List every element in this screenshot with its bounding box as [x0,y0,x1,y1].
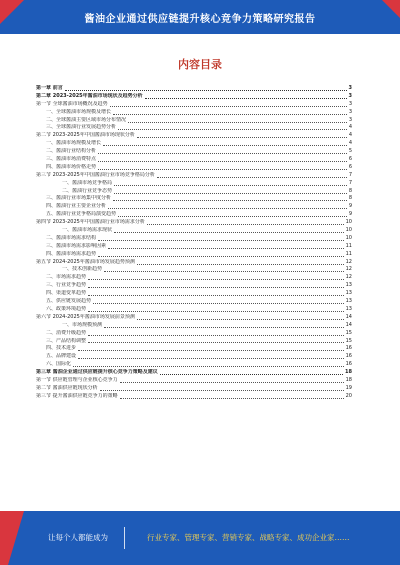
toc-leader-dots [137,134,347,138]
toc-entry[interactable] [36,148,352,156]
toc-leader-dots [65,87,347,91]
toc-entry-text: 二、全球酱油主要区域市场分布情况 [46,116,127,123]
toc-entry-text: 第五节 2024-2025年酱油市场发展趋势预测 [36,258,135,265]
toc-heading: 内容目录 [178,58,222,71]
toc-entry-page: 18 [345,376,352,383]
toc-entry-text: 一、酱油市场竞争格局 [62,179,113,186]
toc-leader-dots [114,182,347,186]
toc-entry-page: 15 [345,329,352,336]
toc-entry[interactable] [36,164,352,172]
toc-entry-page: 13 [345,282,352,289]
toc-entry-text: 五、供应链发展趋势 [46,298,92,305]
toc-entry-text: 三、酱油市场消费特点 [46,156,97,163]
toc-entry-page: 10 [345,234,352,241]
toc-leader-dots [104,268,344,272]
toc-entry-text: 第一章 前言 [36,85,63,91]
toc-leader-dots [120,379,344,383]
toc-entry[interactable] [36,203,352,211]
toc-entry-text: 第一节 供应链管理与企业核心竞争力 [36,376,118,383]
toc-entry-text: 一、技术创新趋势 [62,266,103,273]
toc-entry-text: 三、酱油市场需求影响因素 [46,242,107,249]
toc-entry-page: 6 [348,156,352,163]
toc-leader-dots [88,276,344,280]
toc-entry-page: 14 [345,321,352,328]
toc-leader-dots [88,308,344,312]
toc-entry-page: 14 [345,313,352,320]
toc-entry-text: 五、品牌建设 [46,353,77,360]
toc-entry[interactable] [36,195,352,203]
toc-entry[interactable] [36,369,352,377]
footer-slogan-right: 行业专家、管理专家、营销专家、战略专家、成功企业家…… [147,533,350,542]
toc-entry-text: 四、渠道变革趋势 [46,290,87,297]
toc-entry-page: 20 [345,392,352,399]
toc-leader-dots [78,355,344,359]
toc-entry-page: 13 [345,298,352,305]
toc-entry-text: 六、政策环境趋势 [46,305,87,312]
report-title: 酱油企业通过供应链提升核心竞争力策略研究报告 [84,14,316,25]
toc-entry[interactable] [36,259,352,267]
toc-entry-text: 二、酱油市场需求结构 [46,234,97,241]
toc-entry-text: 二、市场需求趋势 [46,274,87,281]
toc-entry-text: 四、酱油行业主要企业分析 [46,203,107,210]
toc-entry[interactable] [36,124,352,132]
toc-leader-dots [98,237,344,241]
toc-entry[interactable] [36,322,352,330]
toc-entry-page: 3 [348,108,352,115]
toc-entry-text: 二、酱油行业竞争态势 [62,187,113,194]
toc-leader-dots [88,332,344,336]
toc-leader-dots [113,111,347,115]
toc-entry[interactable] [36,180,352,188]
toc-entry[interactable] [36,338,352,346]
toc-leader-dots [137,261,344,265]
toc-entry[interactable] [36,290,352,298]
table-of-contents [36,85,352,401]
toc-entry[interactable] [36,172,352,180]
toc-entry[interactable] [36,211,352,219]
toc-entry-page: 7 [348,171,352,178]
toc-entry-page: 15 [345,337,352,344]
toc-entry[interactable] [36,132,352,140]
toc-entry-page: 3 [348,116,352,123]
toc-entry-page: 9 [348,203,352,210]
toc-entry-page: 16 [345,361,352,368]
toc-entry-page: 8 [348,187,352,194]
toc-entry-text: 第二节 酱油供应链现状分析 [36,384,98,391]
toc-leader-dots [88,339,344,343]
toc-entry[interactable] [36,251,352,259]
toc-entry-page: 19 [345,384,352,391]
toc-entry-page: 8 [348,195,352,202]
toc-entry[interactable] [36,93,352,101]
toc-entry-page: 13 [345,305,352,312]
toc-entry-text: 第四节 2023-2025年中国酱油行业市场需求分析 [36,219,145,226]
toc-leader-dots [114,229,344,233]
toc-entry-page: 3 [348,85,352,91]
toc-entry[interactable] [36,314,352,322]
toc-leader-dots [108,245,344,249]
toc-entry[interactable] [36,306,352,314]
toc-leader-dots [100,387,344,391]
toc-entry-text: 第二章 2023-2025年酱油市场现状及趋势分析 [36,92,143,99]
toc-leader-dots [88,292,344,296]
toc-entry-text: 第三章 酱油企业通过供应链提升核心竞争力策略及建议 [36,369,158,376]
toc-entry-text: 四、酱油市场价格走势 [46,163,97,170]
toc-entry-text: 一、酱油市场规模及增长 [46,140,102,147]
toc-leader-dots [98,150,347,154]
toc-entry-text: 第六节 2024-2025年酱油市场发展前景预测 [36,313,135,320]
toc-entry-page: 10 [345,227,352,234]
toc-entry-page: 9 [348,211,352,218]
toc-entry[interactable] [36,109,352,117]
toc-entry-text: 第三节 提升酱油供应链竞争力的策略 [36,392,118,399]
toc-entry-page: 6 [348,163,352,170]
toc-entry[interactable] [36,345,352,353]
toc-leader-dots [78,347,344,351]
toc-entry[interactable] [36,330,352,338]
toc-entry-text: 二、酱油行业结构分析 [46,148,97,155]
toc-entry-text: 二、消费升级趋势 [46,329,87,336]
toc-entry-text: 六、国际化 [46,361,72,368]
toc-entry-text: 四、酱油市场需求趋势 [46,250,97,257]
toc-entry-page: 4 [348,132,352,139]
toc-entry-text: 一、全球酱油市场规模及增长 [46,108,112,115]
toc-entry-text: 三、全球酱油行业发展趋势分析 [46,124,117,131]
toc-entry-text: 三、产品结构调整 [46,337,87,344]
toc-leader-dots [120,395,344,399]
toc-entry[interactable] [36,117,352,125]
toc-entry-text: 第三节 2023-2025年中国酱油行业市场竞争格局分析 [36,171,155,178]
toc-entry-page: 12 [345,258,352,265]
toc-leader-dots [113,197,347,201]
toc-entry[interactable] [36,227,352,235]
toc-entry-page: 11 [345,242,352,249]
toc-leader-dots [147,221,344,225]
toc-entry-page: 11 [345,250,352,257]
toc-entry-page: 7 [348,179,352,186]
toc-entry-page: 10 [345,219,352,226]
toc-leader-dots [103,142,347,146]
toc-entry-text: 三、行业竞争趋势 [46,282,87,289]
toc-entry[interactable] [36,101,352,109]
toc-leader-dots [160,371,343,375]
toc-entry[interactable] [36,385,352,393]
footer-divider [124,527,125,549]
toc-leader-dots [145,95,347,99]
toc-leader-dots [93,300,344,304]
toc-leader-dots [137,316,344,320]
toc-entry[interactable] [36,243,352,251]
toc-entry-text: 一、市场规模预测 [62,321,103,328]
toc-entry[interactable] [36,219,352,227]
footer-banner [0,511,400,565]
toc-entry[interactable] [36,393,352,401]
toc-entry-text: 五、酱油行业竞争格局演变趋势 [46,211,117,218]
toc-entry[interactable] [36,188,352,196]
toc-entry[interactable] [36,156,352,164]
toc-entry-page: 13 [345,290,352,297]
toc-entry-page: 12 [345,274,352,281]
toc-entry[interactable] [36,85,352,93]
toc-entry-text: 三、酱油行业市场集中度分析 [46,195,112,202]
toc-entry-page: 4 [348,124,352,131]
toc-entry[interactable] [36,361,352,369]
toc-leader-dots [88,284,344,288]
toc-leader-dots [73,363,344,367]
toc-entry[interactable] [36,298,352,306]
toc-leader-dots [114,190,347,194]
toc-leader-dots [98,166,347,170]
toc-leader-dots [98,158,347,162]
toc-entry-text: 第一节 全球酱油市场概况及趋势 [36,100,108,107]
toc-leader-dots [157,174,347,178]
header-banner [0,0,400,34]
toc-entry-page: 12 [345,266,352,273]
toc-entry-page: 5 [348,148,352,155]
toc-entry-page: 18 [345,369,352,376]
toc-entry[interactable] [36,235,352,243]
toc-entry-page: 3 [348,100,352,107]
toc-entry-text: 四、技术进步 [46,345,77,352]
toc-leader-dots [118,126,347,130]
toc-entry-page: 4 [348,140,352,147]
toc-entry[interactable] [36,282,352,290]
toc-entry-page: 16 [345,353,352,360]
toc-entry[interactable] [36,353,352,361]
toc-entry-page: 3 [348,92,352,99]
toc-entry[interactable] [36,140,352,148]
toc-entry-text: 一、酱油市场需求现状 [62,227,113,234]
toc-entry[interactable] [36,377,352,385]
toc-leader-dots [110,103,347,107]
toc-leader-dots [104,324,344,328]
toc-leader-dots [128,119,347,123]
toc-entry-text: 第二节 2023-2025年中国酱油市场现状分析 [36,132,135,139]
toc-entry-page: 16 [345,345,352,352]
toc-leader-dots [98,253,344,257]
toc-leader-dots [108,205,347,209]
toc-leader-dots [118,213,347,217]
toc-entry[interactable] [36,274,352,282]
footer-slogan-left: 让每个人都能成为 [48,533,108,542]
toc-entry[interactable] [36,266,352,274]
footer-red-stripe [0,511,40,565]
